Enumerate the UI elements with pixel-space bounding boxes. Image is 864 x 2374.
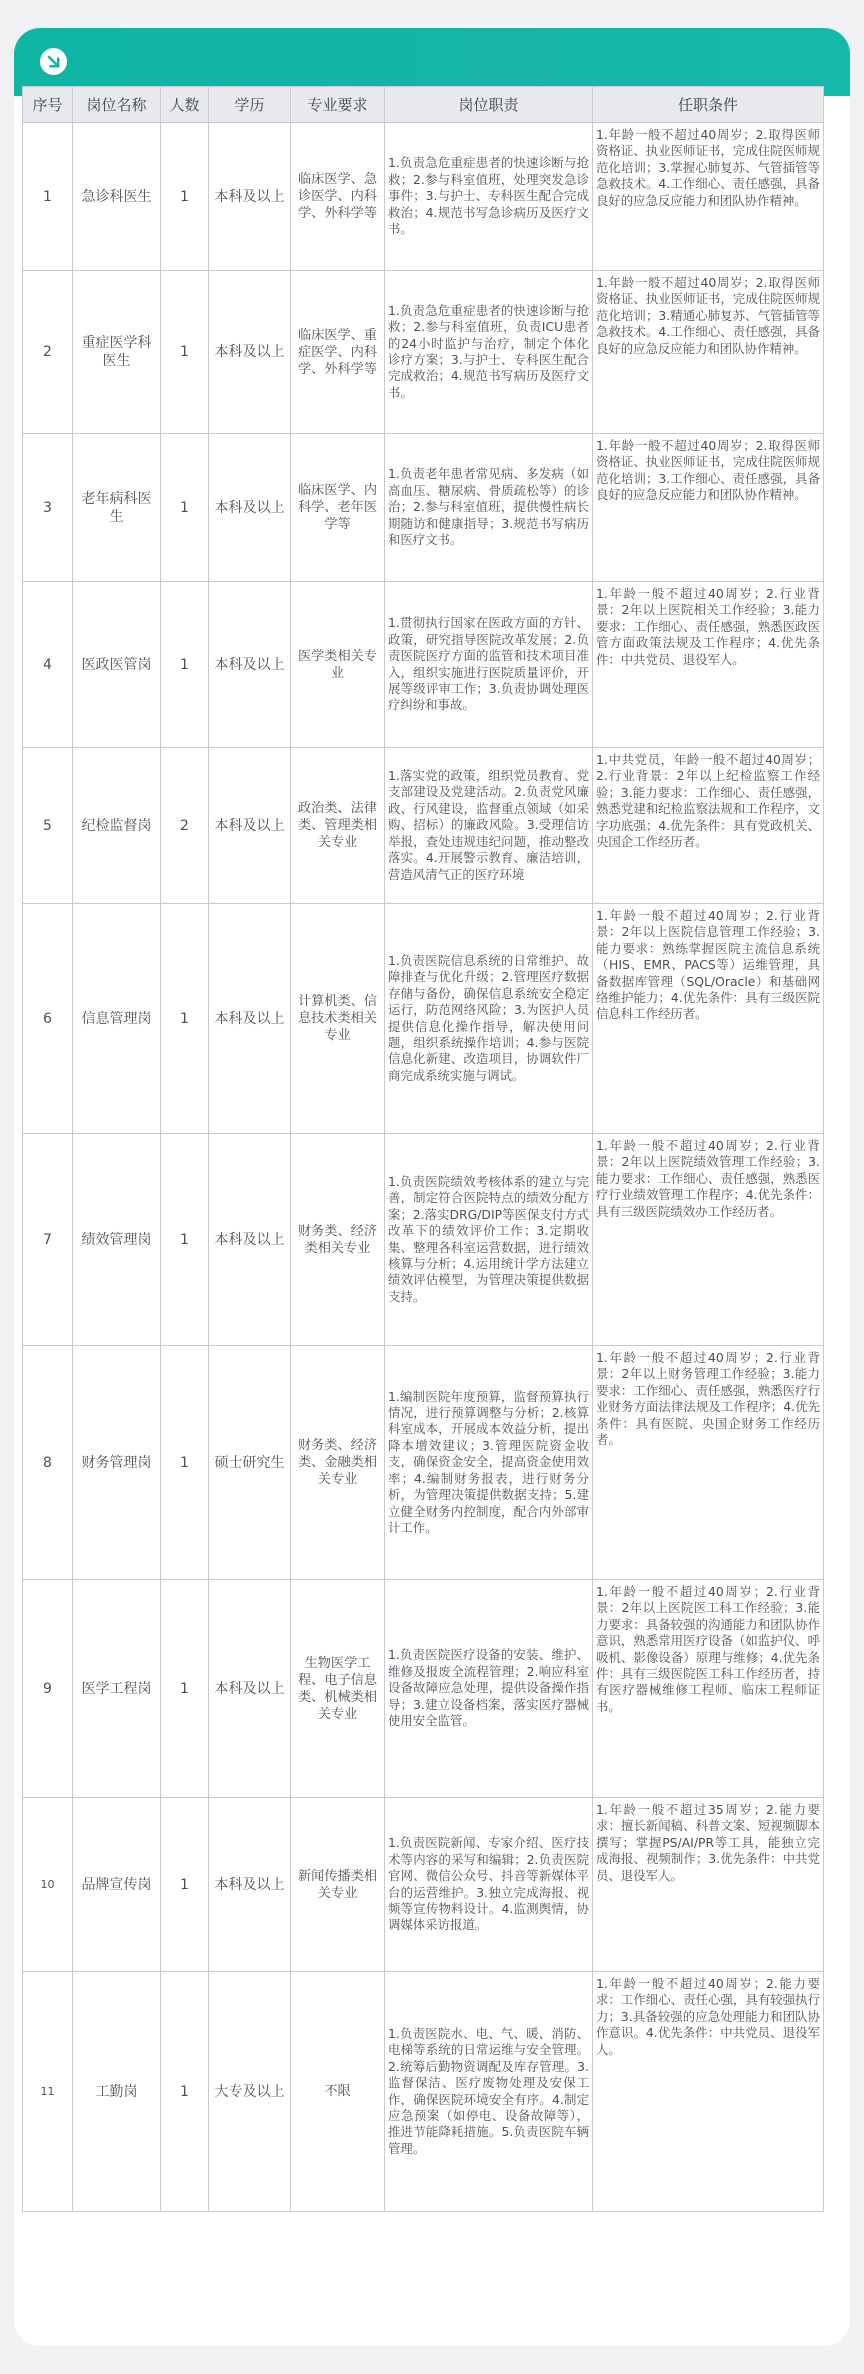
header-major: 专业要求 bbox=[291, 87, 385, 123]
cell-major: 医学类相关专业 bbox=[291, 582, 385, 748]
cell-requirements: 1.年龄一般不超过40周岁；2.行业背景：2年以上医院绩效管理工作经验；3.能力要求：工作细心、责任感强，熟悉医疗行业绩效管理工作程序；4.优先条件：具有三级医院绩效办工作经历者。 bbox=[593, 1134, 824, 1346]
cell-education: 本科及以上 bbox=[209, 271, 291, 434]
table-row bbox=[23, 904, 824, 1134]
cell-count: 1 bbox=[161, 434, 209, 582]
cell-no: 7 bbox=[23, 1134, 73, 1346]
cell-no: 10 bbox=[23, 1798, 73, 1972]
cell-count: 1 bbox=[161, 123, 209, 271]
cell-duty: 1.负责医院绩效考核体系的建立与完善，制定符合医院特点的绩效分配方案；2.落实DRG/DIP等医保支付方式改革下的绩效评价工作；3.定期收集、整理各科室运营数据，进行绩效核算与分析；4.运用统计学方法建立绩效评估模型，为管理决策提供数据支持。 bbox=[385, 1134, 593, 1346]
cell-major: 临床医学、重症医学、内科学、外科学等 bbox=[291, 271, 385, 434]
table-row bbox=[23, 271, 824, 434]
cell-education: 本科及以上 bbox=[209, 123, 291, 271]
cell-title: 重症医学科医生 bbox=[73, 271, 161, 434]
table-row bbox=[23, 1346, 824, 1580]
cell-count: 1 bbox=[161, 904, 209, 1134]
cell-title: 绩效管理岗 bbox=[73, 1134, 161, 1346]
cell-major: 临床医学、内科学、老年医学等 bbox=[291, 434, 385, 582]
cell-major: 生物医学工程、电子信息类、机械类相关专业 bbox=[291, 1580, 385, 1798]
cell-no: 4 bbox=[23, 582, 73, 748]
cell-count: 1 bbox=[161, 1346, 209, 1580]
cell-requirements: 1.年龄一般不超过40周岁；2.行业背景：2年以上医院相关工作经验；3.能力要求：工作细心、责任感强，熟悉医政医管方面政策法规及工作程序；4.优先条件：中共党员、退役军人。 bbox=[593, 582, 824, 748]
cell-duty: 1.编制医院年度预算，监督预算执行情况，进行预算调整与分析；2.核算科室成本，开展成本效益分析，提出降本增效建议；3.管理医院资金收支，确保资金安全，提高资金使用效率；4.编制财务报表，进行财务分析，为管理决策提供数据支持；5.建立健全财务内控制度，配合内外部审计工作。 bbox=[385, 1346, 593, 1580]
header-title: 岗位名称 bbox=[73, 87, 161, 123]
header-duty: 岗位职责 bbox=[385, 87, 593, 123]
table-row bbox=[23, 123, 824, 271]
cell-major: 不限 bbox=[291, 1972, 385, 2212]
cell-duty: 1.负责医院新闻、专家介绍、医疗技术等内容的采写和编辑；2.负责医院官网、微信公众号、抖音等新媒体平台的运营维护。3.独立完成海报、视频等宣传物料设计。4.监测舆情，协调媒体采访报道。 bbox=[385, 1798, 593, 1972]
header-requirements: 任职条件 bbox=[593, 87, 824, 123]
cell-duty: 1.负责急危重症患者的快速诊断与抢救；2.参与科室值班，负责ICU患者的24小时监护与治疗，制定个体化诊疗方案；3.与护士、专科医生配合完成救治；4.规范书写病历及医疗文书。 bbox=[385, 271, 593, 434]
cell-major: 政治类、法律类、管理类相关专业 bbox=[291, 748, 385, 904]
table-row bbox=[23, 1972, 824, 2212]
cell-major: 新闻传播类相关专业 bbox=[291, 1798, 385, 1972]
table-row bbox=[23, 1580, 824, 1798]
cell-count: 1 bbox=[161, 1798, 209, 1972]
header-education: 学历 bbox=[209, 87, 291, 123]
cell-title: 医政医管岗 bbox=[73, 582, 161, 748]
cell-requirements: 1.年龄一般不超过40周岁；2.取得医师资格证、执业医师证书，完成住院医师规范化培训；3.工作细心、责任感强，具备良好的应急反应能力和团队协作精神。 bbox=[593, 434, 824, 582]
cell-education: 本科及以上 bbox=[209, 1580, 291, 1798]
cell-title: 急诊科医生 bbox=[73, 123, 161, 271]
cell-requirements: 1.年龄一般不超过40周岁；2.行业背景：2年以上医院医工科工作经验；3.能力要求：具备较强的沟通能力和团队协作意识，熟悉常用医疗设备（如监护仪、呼吸机、影像设备）原理与维修；4.优先条件：具有三级医院医工科工作经历者，持有医疗器械维修工程师、临床工程师证书。 bbox=[593, 1580, 824, 1798]
cell-education: 本科及以上 bbox=[209, 434, 291, 582]
cell-major: 财务类、经济类相关专业 bbox=[291, 1134, 385, 1346]
cell-major: 临床医学、急诊医学、内科学、外科学等 bbox=[291, 123, 385, 271]
cell-requirements: 1.年龄一般不超过40周岁；2.行业背景：2年以上医院信息管理工作经验；3.能力要求：熟练掌握医院主流信息系统（HIS、EMR、PACS等）运维管理，具备数据库管理（SQL/Oracle）和基础网络维护能力；4.优先条件：具有三级医院信息科工作经历者。 bbox=[593, 904, 824, 1134]
cell-requirements: 1.中共党员，年龄一般不超过40周岁；2.行业背景：2年以上纪检监察工作经验；3.能力要求：工作细心、责任感强，熟悉党建和纪检监察法规和工作程序，文字功底强；4.优先条件：具有党政机关、央国企工作经历者。 bbox=[593, 748, 824, 904]
table-row bbox=[23, 434, 824, 582]
cell-count: 1 bbox=[161, 271, 209, 434]
cell-requirements: 1.年龄一般不超过40周岁；2.取得医师资格证、执业医师证书，完成住院医师规范化培训；3.掌握心肺复苏、气管插管等急救技术。4.工作细心、责任感强，具备良好的应急反应能力和团队协作精神。 bbox=[593, 123, 824, 271]
table-row bbox=[23, 582, 824, 748]
cell-count: 1 bbox=[161, 1580, 209, 1798]
cell-no: 6 bbox=[23, 904, 73, 1134]
cell-education: 本科及以上 bbox=[209, 1798, 291, 1972]
cell-count: 2 bbox=[161, 748, 209, 904]
header-no: 序号 bbox=[23, 87, 73, 123]
cell-count: 1 bbox=[161, 582, 209, 748]
cell-no: 11 bbox=[23, 1972, 73, 2212]
cell-title: 财务管理岗 bbox=[73, 1346, 161, 1580]
cell-duty: 1.负责医院信息系统的日常维护、故障排查与优化升级；2.管理医疗数据存储与备份，确保信息系统安全稳定运行，防范网络风险；3.为医护人员提供信息化操作指导，解决使用问题，组织系统操作培训；4.参与医院信息化新建、改造项目，协调软件厂商完成系统实施与调试。 bbox=[385, 904, 593, 1134]
cell-title: 品牌宣传岗 bbox=[73, 1798, 161, 1972]
cell-requirements: 1.年龄一般不超过40周岁；2.能力要求：工作细心、责任心强，具有较强执行力；3.具备较强的应急处理能力和团队协作意识。4.优先条件：中共党员、退役军人。 bbox=[593, 1972, 824, 2212]
cell-duty: 1.负责医院水、电、气、暖、消防、电梯等系统的日常运维与安全管理。2.统筹后勤物资调配及库存管理。3.监督保洁、医疗废物处理及安保工作，确保医院环境安全有序。4.制定应急预案（如停电、设备故障等），推进节能降耗措施。5.负责医院车辆管理。 bbox=[385, 1972, 593, 2212]
cell-no: 1 bbox=[23, 123, 73, 271]
cell-no: 2 bbox=[23, 271, 73, 434]
cell-title: 工勤岗 bbox=[73, 1972, 161, 2212]
cell-title: 信息管理岗 bbox=[73, 904, 161, 1134]
cell-duty: 1.负责急危重症患者的快速诊断与抢救；2.参与科室值班，处理突发急诊事件；3.与护士、专科医生配合完成救治；4.规范书写急诊病历及医疗文书。 bbox=[385, 123, 593, 271]
recruitment-table bbox=[22, 86, 824, 2212]
cell-count: 1 bbox=[161, 1972, 209, 2212]
cell-no: 3 bbox=[23, 434, 73, 582]
cell-title: 纪检监督岗 bbox=[73, 748, 161, 904]
arrow-down-right-circle-icon[interactable] bbox=[40, 48, 67, 75]
cell-education: 硕士研究生 bbox=[209, 1346, 291, 1580]
table-header-row bbox=[23, 87, 824, 123]
cell-title: 医学工程岗 bbox=[73, 1580, 161, 1798]
cell-major: 计算机类、信息技术类相关专业 bbox=[291, 904, 385, 1134]
table-row bbox=[23, 1134, 824, 1346]
table-row bbox=[23, 748, 824, 904]
header-count: 人数 bbox=[161, 87, 209, 123]
cell-major: 财务类、经济类、金融类相关专业 bbox=[291, 1346, 385, 1580]
cell-count: 1 bbox=[161, 1134, 209, 1346]
cell-duty: 1.负责老年患者常见病、多发病（如高血压、糖尿病、骨质疏松等）的诊治；2.参与科室值班，提供慢性病长期随访和健康指导；3.规范书写病历和医疗文书。 bbox=[385, 434, 593, 582]
cell-education: 本科及以上 bbox=[209, 1134, 291, 1346]
cell-title: 老年病科医生 bbox=[73, 434, 161, 582]
cell-duty: 1.落实党的政策，组织党员教育、党支部建设及党建活动。2.负责党风廉政、行风建设，监督重点领域（如采购、招标）的廉政风险。3.受理信访举报，查处违规违纪问题，推动整改落实。4.开展警示教育、廉洁培训，营造风清气正的医疗环境 bbox=[385, 748, 593, 904]
cell-no: 5 bbox=[23, 748, 73, 904]
cell-duty: 1.贯彻执行国家在医政方面的方针、政策，研究指导医院改革发展；2.负责医院医疗方面的监管和技术项目准入，组织实施进行医院质量评价，开展等级评审工作；3.负责协调处理医疗纠纷和事故。 bbox=[385, 582, 593, 748]
cell-education: 本科及以上 bbox=[209, 582, 291, 748]
cell-education: 大专及以上 bbox=[209, 1972, 291, 2212]
table-row bbox=[23, 1798, 824, 1972]
cell-education: 本科及以上 bbox=[209, 904, 291, 1134]
cell-requirements: 1.年龄一般不超过40周岁；2.行业背景：2年以上财务管理工作经验；3.能力要求：工作细心、责任感强，熟悉医疗行业财务方面法律法规及工作程序；4.优先条件：具有医院、央国企财务工作经历者。 bbox=[593, 1346, 824, 1580]
cell-duty: 1.负责医院医疗设备的安装、维护、维修及报废全流程管理；2.响应科室设备故障应急处理，提供设备操作指导；3.建立设备档案，落实医疗器械使用安全监管。 bbox=[385, 1580, 593, 1798]
cell-education: 本科及以上 bbox=[209, 748, 291, 904]
cell-no: 8 bbox=[23, 1346, 73, 1580]
cell-no: 9 bbox=[23, 1580, 73, 1798]
cell-requirements: 1.年龄一般不超过35周岁；2.能力要求：擅长新闻稿、科普文案、短视频脚本撰写；掌握PS/AI/PR等工具，能独立完成海报、视频制作；3.优先条件：中共党员、退役军人。 bbox=[593, 1798, 824, 1972]
cell-requirements: 1.年龄一般不超过40周岁；2.取得医师资格证、执业医师证书，完成住院医师规范化培训；3.精通心肺复苏、气管插管等急救技术。4.工作细心、责任感强，具备良好的应急反应能力和团队协作精神。 bbox=[593, 271, 824, 434]
